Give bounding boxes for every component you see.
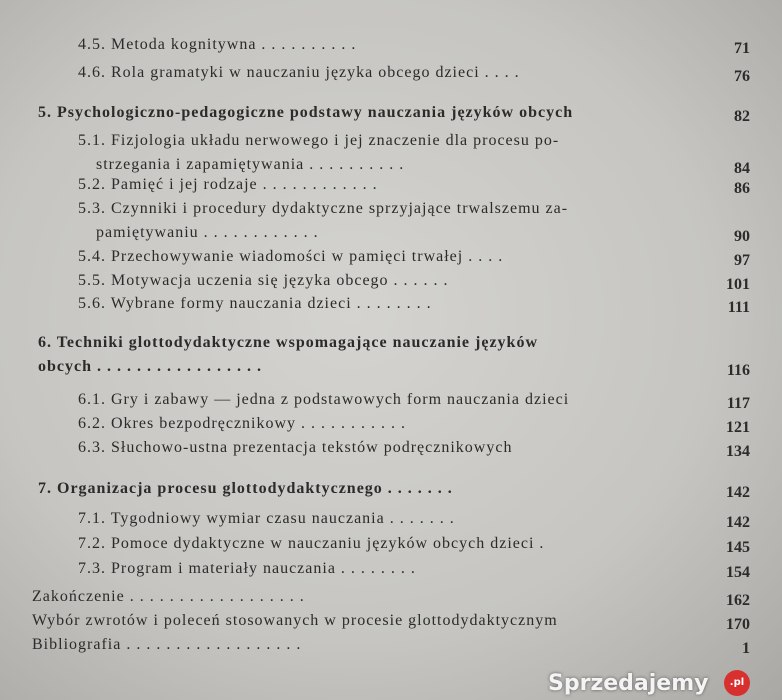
toc-entry-page: 145	[726, 539, 750, 556]
toc-entry-page: 154	[726, 564, 750, 581]
toc-entry-title: Zakończenie . . . . . . . . . . . . . . . . . .	[32, 588, 305, 605]
toc-entry-title: 5.6. Wybrane formy nauczania dzieci . . . . . . . .	[78, 295, 432, 312]
toc-entry-title: 6.1. Gry i zabawy — jedna z podstawowych form nauczania dzieci	[78, 391, 570, 408]
toc-entry-title: 7. Organizacja procesu glottodydaktycznego . . . . . . .	[38, 480, 453, 497]
toc-entry-title: 5.2. Pamięć i jej rodzaje . . . . . . . . . . . .	[78, 176, 378, 193]
toc-entry-page: 76	[734, 68, 750, 85]
toc-entry-title: 6.3. Słuchowo-ustna prezentacja tekstów podręcznikowych	[78, 439, 513, 456]
toc-entry-title: 7.1. Tygodniowy wymiar czasu nauczania . . . . . . .	[78, 510, 455, 527]
watermark-badge: .pl	[724, 670, 750, 696]
toc-entry-page: 1	[742, 640, 750, 657]
toc-entry-page: 90	[734, 228, 750, 245]
toc-entry-page: 82	[734, 108, 750, 125]
toc-entry-title: 5. Psychologiczno-pedagogiczne podstawy nauczania języków obcych	[38, 104, 574, 121]
toc-entry-page: 142	[726, 514, 750, 531]
toc-entry-title: 7.3. Program i materiały nauczania . . . . . . . .	[78, 560, 416, 577]
toc-entry-title: Bibliografia . . . . . . . . . . . . . . . . . .	[32, 636, 302, 653]
toc-entry-title: 4.5. Metoda kognitywna . . . . . . . . . .	[78, 36, 357, 53]
toc-entry-page: 170	[726, 616, 750, 633]
toc-entry-page: 162	[726, 592, 750, 609]
toc-entry-page: 142	[726, 484, 750, 501]
toc-entry-title: 5.1. Fizjologia układu nerwowego i jej znaczenie dla procesu po-	[78, 132, 560, 149]
watermark-logo: Sprzedajemy	[548, 671, 709, 696]
toc-entry-page: 97	[734, 252, 750, 269]
toc-entry-page: 117	[726, 395, 750, 412]
toc-entry-title: pamiętywaniu . . . . . . . . . . . .	[96, 224, 319, 241]
toc-entry-page: 111	[727, 299, 750, 316]
toc-entry-title: 6.2. Okres bezpodręcznikowy . . . . . . . . . . .	[78, 415, 407, 432]
toc-entry-title: 5.5. Motywacja uczenia się języka obcego . . . . . .	[78, 272, 449, 289]
toc-entry-title: 6. Techniki glottodydaktyczne wspomagające nauczanie języków	[38, 334, 538, 351]
toc-entry-title: 5.4. Przechowywanie wiadomości w pamięci trwałej . . . .	[78, 248, 504, 265]
toc-entry-page: 116	[726, 362, 750, 379]
toc-entry-page: 101	[726, 276, 750, 293]
toc-entry-page: 121	[726, 419, 750, 436]
toc-entry-title: 5.3. Czynniki i procedury dydaktyczne sprzyjające trwalszemu za-	[78, 200, 569, 217]
toc-entry-title: obcych . . . . . . . . . . . . . . . . .	[38, 358, 262, 375]
toc-entry-title: 7.2. Pomoce dydaktyczne w nauczaniu języków obcych dzieci .	[78, 535, 545, 552]
toc-entry-page: 71	[734, 40, 750, 57]
toc-entry-title: Wybór zwrotów i poleceń stosowanych w procesie glottodydaktycznym	[32, 612, 558, 629]
toc-entry-title: 4.6. Rola gramatyki w nauczaniu języka obcego dzieci . . . .	[78, 64, 520, 81]
toc-entry-page: 86	[734, 180, 750, 197]
toc-entry-page: 84	[734, 160, 750, 177]
toc-entry-title: strzegania i zapamiętywania . . . . . . . . . .	[96, 156, 405, 173]
toc-entry-page: 134	[726, 443, 750, 460]
